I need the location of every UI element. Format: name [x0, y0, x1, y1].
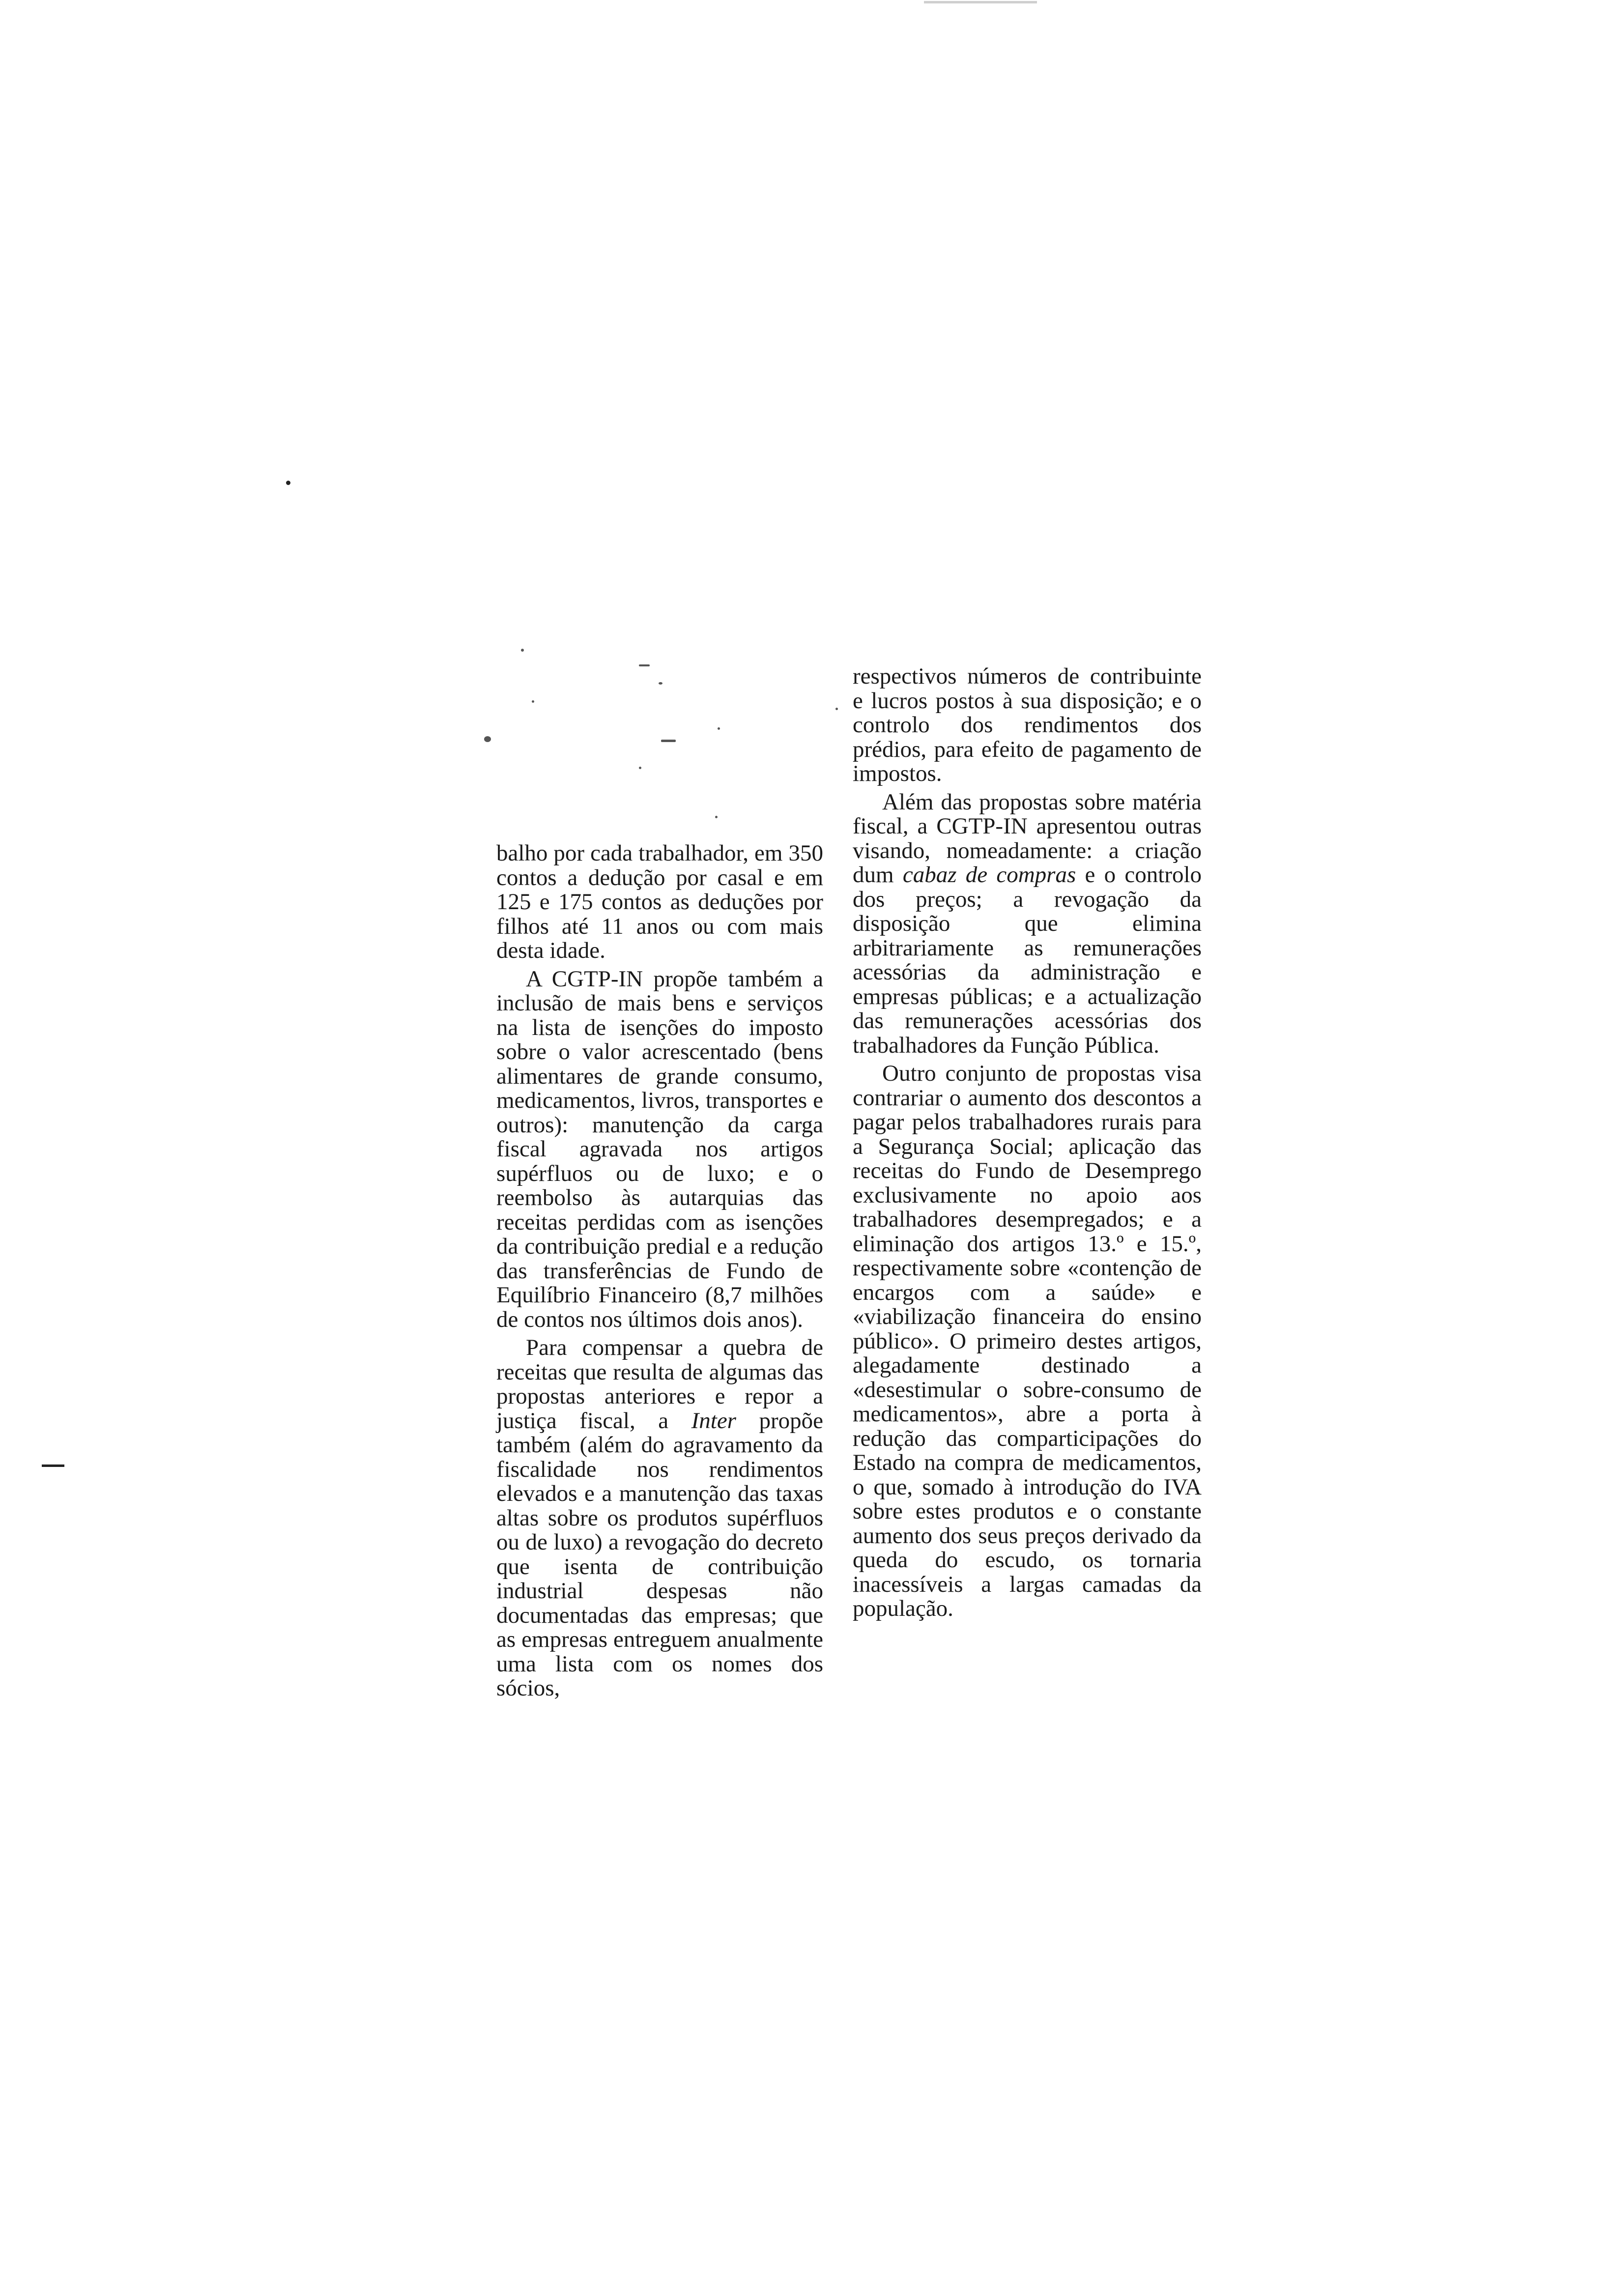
scan-dot [286, 481, 290, 485]
paragraph [496, 1336, 823, 1701]
scan-dash [42, 1464, 64, 1467]
article-right-column [853, 664, 1202, 1621]
paragraph: balho por cada trabalhador, em 350 contos a dedução por casal e em 125 e 175 contos as deduções por filhos até 11 anos ou com mais desta idade. [496, 840, 823, 963]
scan-speck [715, 816, 718, 818]
paragraph: respectivos números de contribuinte e lucros postos à sua disposição; e o controlo dos rendimentos dos prédios, para efeito de pagamento de impostos. [853, 663, 1202, 786]
paragraph: Outro conjunto de propostas visa contrariar o aumento dos descontos a pagar pelos trabalhadores rurais para a Segurança Social; aplicação das receitas do Fundo de Desemprego exclusivamente no apoio aos trabalhadores desempregados; e a eliminação dos artigos 13.º e 15.º, respectivamente sobre «contenção de encargos com a saúde» e «viabilização financeira do ensino público». O primeiro destes artigos, alegadamente destinado a «desestimular o sobre-consumo de medicamentos», abre a porta à redução das comparticipações do Estado na compra de medicamentos, o que, somado à introdução do IVA sobre estes produtos e o constante aumento dos seus preços derivado da queda do escudo, os tornaria inacessíveis a largas camadas da população. [853, 1061, 1202, 1621]
scan-speck [661, 740, 676, 742]
scan-speck [639, 664, 650, 666]
article-left-column [496, 841, 823, 1701]
scan-speck [659, 682, 662, 685]
paragraph-text: e o controlo dos preços; a revogação da disposição que elimina arbitrariamente as remunerações acessórias da administração e empresas públicas; e a actualização das remunerações acessórias dos trabalhadores da Função Pública. [853, 862, 1202, 1058]
emphasis-text: Inter [691, 1407, 736, 1434]
scan-speck [521, 649, 524, 652]
scan-speck [484, 736, 491, 742]
scan-smudge [924, 1, 1037, 3]
paragraph [853, 790, 1202, 1058]
paragraph-text: Para compensar a quebra de receitas que resulta de algumas das propostas anteriores e repor a justiça fiscal, a [496, 1335, 823, 1434]
scan-speck [835, 708, 838, 710]
scan-speck [718, 727, 720, 730]
paragraph-text: propõe também (além do agravamento da fiscalidade nos rendimentos elevados e a manutenção das taxas altas sobre os produtos supérfluos ou de luxo) a revogação do decreto que isenta de contribuição industrial despesas não documentadas das empresas; que as empresas entreguem anualmente uma lista com os nomes dos sócios, [496, 1407, 824, 1701]
paragraph: A CGTP-IN propõe também a inclusão de mais bens e serviços na lista de isenções do imposto sobre o valor acrescentado (bens alimentares de grande consumo, medicamentos, livros, transportes e outros): manutenção da carga fiscal agravada nos artigos supérfluos ou de luxo; e o reembolso às autarquias das receitas perdidas com as isenções da contribuição predial e a redução das transferências de Fundo de Equilíbrio Financeiro (8,7 milhões de contos nos últimos dois anos). [496, 966, 823, 1332]
emphasis-text: cabaz de compras [902, 862, 1076, 888]
paragraph-text: Além das propostas sobre matéria fiscal, a CGTP-IN apresentou outras visando, nomeadamente: a criação dum [853, 789, 1202, 888]
scan-speck [532, 700, 534, 703]
scan-speck [639, 767, 641, 769]
